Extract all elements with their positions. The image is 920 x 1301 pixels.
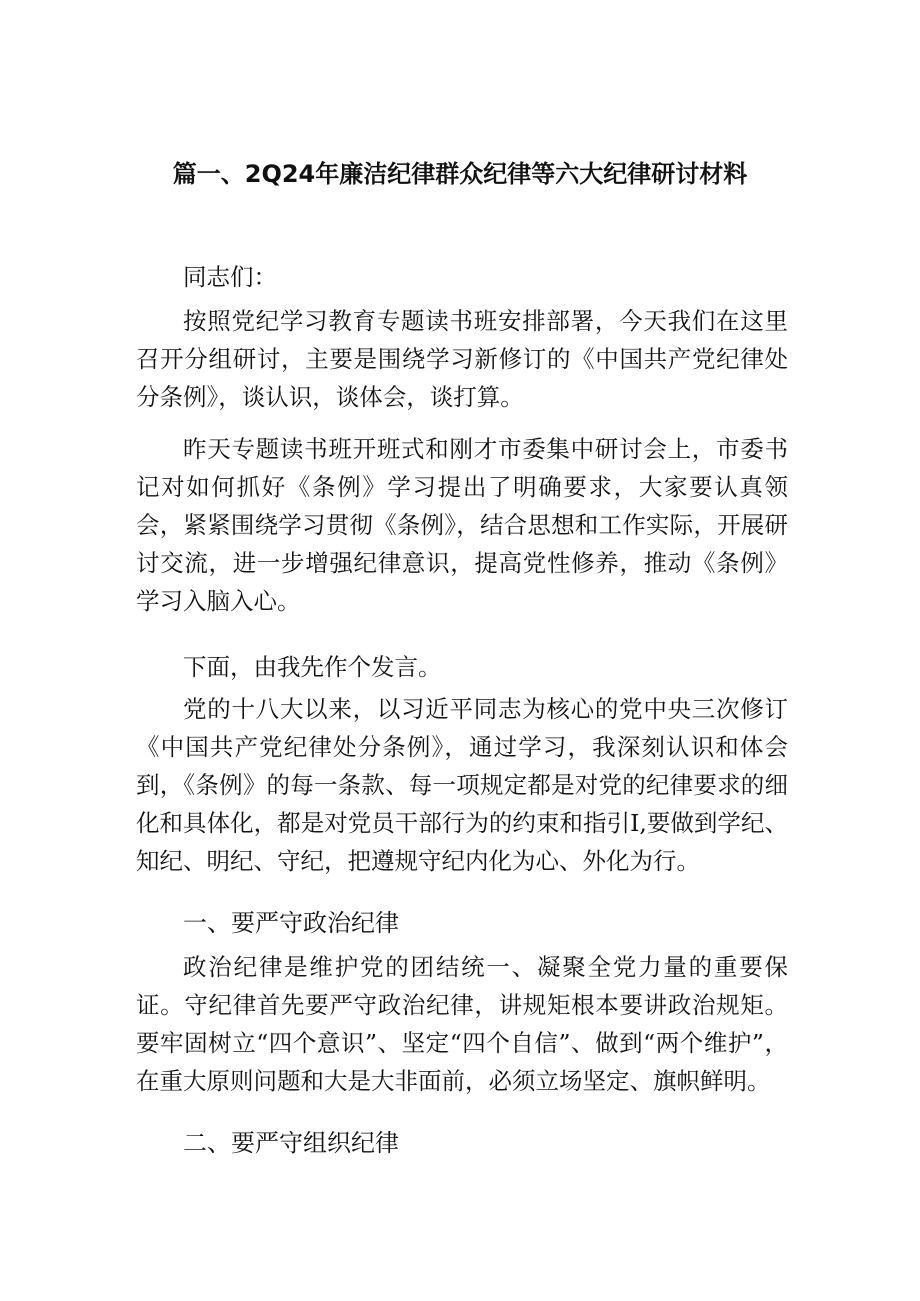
- section-heading-political-discipline: 一、要严守政治纪律: [183, 909, 399, 937]
- salutation: 同志们：: [183, 263, 277, 291]
- paragraph-understanding: 党的十八大以来，以习近平同志为核心的党中央三次修订《中国共产党纪律处分条例》，通过学习，我深刻认识和体会到，《条例》的每一条款、每一项规定都是对党的纪律要求的细化和具体化，都是对党员干部行为的约束和指引I,要做到学纪、知纪、明纪、守纪，把遵规守纪内化为心、外化为行。: [136, 695, 788, 875]
- paragraph-transition: 下面，由我先作个发言。: [183, 653, 442, 681]
- section-heading-organizational-discipline: 二、要严守组织纪律: [183, 1129, 399, 1157]
- paragraph-political-discipline: 政治纪律是维护党的团结统一、凝聚全党力量的重要保证。守纪律首先要严守政治纪律，讲规矩根本要讲政治规矩。要牢固树立“四个意识”、坚定“四个自信”、做到“两个维护”，在重大原则问题和大是大非面前，必须立场坚定、旗帜鲜明。: [136, 953, 788, 1095]
- paragraph-intro: 按照党纪学习教育专题读书班安排部署，今天我们在这里召开分组研讨，主要是围绕学习新修订的《中国共产党纪律处分条例》，谈认识，谈体会，谈打算。: [136, 307, 788, 411]
- document-title: 篇一、2Q24年廉洁纪律群众纪律等六大纪律研讨材料: [172, 160, 748, 188]
- paragraph-requirements: 昨天专题读书班开班式和刚才市委集中研讨会上，市委书记对如何抓好《条例》学习提出了明确要求，大家要认真领会，紧紧围绕学习贯彻《条例》，结合思想和工作实际，开展研讨交流，进一步增强纪律意识，提高党性修养，推动《条例》学习入脑入心。: [136, 435, 788, 615]
